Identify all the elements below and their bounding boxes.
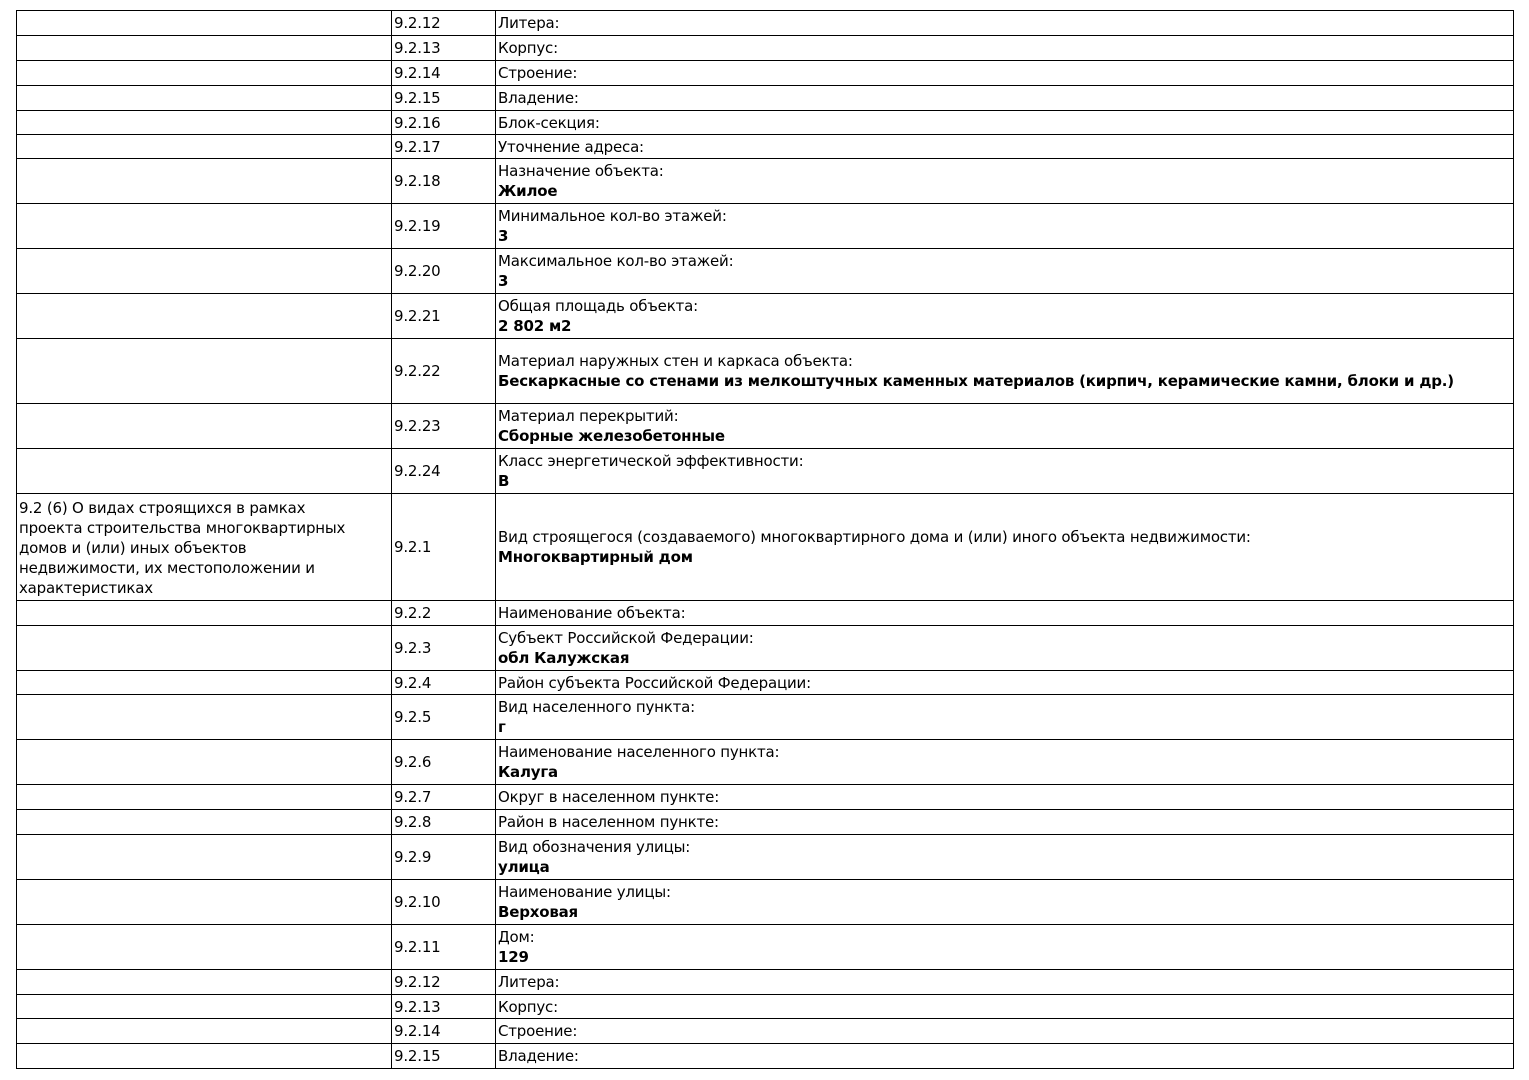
- item-content: [496, 1019, 1514, 1044]
- item-content: [496, 294, 1514, 339]
- item-content: [496, 339, 1514, 404]
- table-row: [17, 86, 1514, 111]
- table-row: [17, 11, 1514, 36]
- item-label: Строение:: [498, 1022, 578, 1040]
- item-label: Максимальное кол-во этажей:: [498, 252, 734, 270]
- item-value: Многоквартирный дом: [498, 548, 693, 566]
- item-value: Жилое: [498, 182, 558, 200]
- item-number: 9.2.8: [392, 810, 496, 835]
- item-number: 9.2.19: [392, 204, 496, 249]
- section-cell: [17, 835, 392, 880]
- item-content: [496, 36, 1514, 61]
- section-cell: [17, 159, 392, 204]
- item-label: Минимальное кол-во этажей:: [498, 207, 727, 225]
- table-row: [17, 880, 1514, 925]
- item-label: Литера:: [498, 973, 560, 991]
- item-label: Вид строящегося (создаваемого) многоквартирного дома и (или) иного объекта недвижимости:: [498, 528, 1251, 546]
- item-content: [496, 671, 1514, 695]
- item-number: 9.2.23: [392, 404, 496, 449]
- item-value: 129: [498, 948, 529, 966]
- section-title-line: 9.2 (6) О видах строящихся в рамках: [19, 499, 306, 517]
- item-label: Материал перекрытий:: [498, 407, 679, 425]
- section-cell: [17, 36, 392, 61]
- section-cell: [17, 404, 392, 449]
- item-label: Материал наружных стен и каркаса объекта:: [498, 352, 853, 370]
- item-number: 9.2.12: [392, 11, 496, 36]
- section-cell: [17, 1044, 392, 1069]
- table-row: [17, 249, 1514, 294]
- item-value: 2 802 м2: [498, 317, 572, 335]
- item-label: Владение:: [498, 1047, 579, 1065]
- item-number: 9.2.3: [392, 626, 496, 671]
- item-number: 9.2.15: [392, 86, 496, 111]
- table-row: [17, 135, 1514, 159]
- item-number: 9.2.24: [392, 449, 496, 494]
- section-cell: [17, 204, 392, 249]
- item-value: 3: [498, 272, 509, 290]
- item-number: 9.2.1: [392, 494, 496, 601]
- section-cell: [17, 449, 392, 494]
- section-cell: [17, 810, 392, 835]
- table-row: [17, 111, 1514, 135]
- item-number: 9.2.12: [392, 970, 496, 995]
- table-row: [17, 740, 1514, 785]
- table-row: [17, 995, 1514, 1019]
- item-label: Уточнение адреса:: [498, 137, 644, 156]
- item-label: Наименование улицы:: [498, 883, 671, 901]
- item-label: Район в населенном пункте:: [498, 813, 719, 831]
- item-value: Бескаркасные со стенами из мелкоштучных каменных материалов (кирпич, керамические камни, блоки и др.): [498, 372, 1454, 390]
- section-cell: [17, 601, 392, 626]
- item-label: Район субъекта Российской Федерации:: [498, 673, 811, 692]
- item-content: [496, 61, 1514, 86]
- item-number: 9.2.10: [392, 880, 496, 925]
- section-title-line: домов и (или) иных объектов: [19, 539, 247, 557]
- item-value: г: [498, 718, 506, 736]
- section-cell: [17, 111, 392, 135]
- item-content: [496, 740, 1514, 785]
- item-content: [496, 449, 1514, 494]
- item-content: [496, 159, 1514, 204]
- item-content: [496, 249, 1514, 294]
- item-number: 9.2.2: [392, 601, 496, 626]
- section-cell: [17, 249, 392, 294]
- section-cell: [17, 785, 392, 810]
- item-content: [496, 404, 1514, 449]
- section-cell: [17, 626, 392, 671]
- section-title-line: недвижимости, их местоположении и: [19, 559, 315, 577]
- item-label: Блок-секция:: [498, 113, 600, 132]
- item-label: Назначение объекта:: [498, 162, 664, 180]
- item-content: [496, 925, 1514, 970]
- item-number: 9.2.5: [392, 695, 496, 740]
- item-content: [496, 135, 1514, 159]
- item-number: 9.2.16: [392, 111, 496, 135]
- item-label: Строение:: [498, 64, 578, 82]
- item-content: [496, 111, 1514, 135]
- item-content: [496, 494, 1514, 601]
- table-row: [17, 970, 1514, 995]
- item-label: Вид населенного пункта:: [498, 698, 696, 716]
- section-cell: [17, 995, 392, 1019]
- item-label: Наименование объекта:: [498, 604, 686, 622]
- section-cell: [17, 671, 392, 695]
- table-row: [17, 695, 1514, 740]
- item-label: Округ в населенном пункте:: [498, 788, 720, 806]
- table-row: [17, 204, 1514, 249]
- item-number: 9.2.15: [392, 1044, 496, 1069]
- item-label: Владение:: [498, 89, 579, 107]
- item-content: [496, 785, 1514, 810]
- table-row: [17, 785, 1514, 810]
- section-cell: [17, 86, 392, 111]
- item-number: 9.2.20: [392, 249, 496, 294]
- item-content: [496, 626, 1514, 671]
- table-row: [17, 1044, 1514, 1069]
- table-row: [17, 601, 1514, 626]
- section-cell: [17, 135, 392, 159]
- item-content: [496, 601, 1514, 626]
- table-row: [17, 339, 1514, 404]
- section-cell: [17, 695, 392, 740]
- section-title-line: проекта строительства многоквартирных: [19, 519, 346, 537]
- table-row: [17, 671, 1514, 695]
- object-info-table: [16, 10, 1514, 1069]
- table-row: [17, 159, 1514, 204]
- item-value: обл Калужская: [498, 649, 630, 667]
- section-cell: [17, 11, 392, 36]
- item-content: [496, 810, 1514, 835]
- item-number: 9.2.14: [392, 1019, 496, 1044]
- item-number: 9.2.13: [392, 36, 496, 61]
- item-content: [496, 204, 1514, 249]
- section-cell: [17, 970, 392, 995]
- section-title-line: характеристиках: [19, 579, 153, 597]
- table-row: [17, 626, 1514, 671]
- item-value: Сборные железобетонные: [498, 427, 725, 445]
- item-content: [496, 11, 1514, 36]
- item-value: В: [498, 472, 510, 490]
- item-content: [496, 86, 1514, 111]
- section-cell: [17, 494, 392, 601]
- item-value: Верховая: [498, 903, 578, 921]
- item-number: 9.2.11: [392, 925, 496, 970]
- item-content: [496, 995, 1514, 1019]
- section-cell: [17, 740, 392, 785]
- item-label: Класс энергетической эффективности:: [498, 452, 804, 470]
- table-row: [17, 1019, 1514, 1044]
- item-content: [496, 1044, 1514, 1069]
- item-number: 9.2.6: [392, 740, 496, 785]
- table-row: [17, 449, 1514, 494]
- item-content: [496, 970, 1514, 995]
- table-row: [17, 294, 1514, 339]
- table-row: [17, 404, 1514, 449]
- item-value: Калуга: [498, 763, 558, 781]
- item-number: 9.2.13: [392, 995, 496, 1019]
- item-content: [496, 835, 1514, 880]
- item-number: 9.2.9: [392, 835, 496, 880]
- item-label: Наименование населенного пункта:: [498, 743, 780, 761]
- item-value: 3: [498, 227, 509, 245]
- item-label: Корпус:: [498, 997, 558, 1016]
- item-value: улица: [498, 858, 550, 876]
- table-row: [17, 494, 1514, 601]
- item-number: 9.2.14: [392, 61, 496, 86]
- item-label: Корпус:: [498, 39, 558, 57]
- item-number: 9.2.18: [392, 159, 496, 204]
- item-label: Литера:: [498, 14, 560, 32]
- section-cell: [17, 1019, 392, 1044]
- table-row: [17, 810, 1514, 835]
- item-number: 9.2.7: [392, 785, 496, 810]
- item-content: [496, 880, 1514, 925]
- section-cell: [17, 61, 392, 86]
- item-label: Дом:: [498, 928, 535, 946]
- table-row: [17, 925, 1514, 970]
- table-row: [17, 36, 1514, 61]
- item-number: 9.2.17: [392, 135, 496, 159]
- item-label: Вид обозначения улицы:: [498, 838, 691, 856]
- item-number: 9.2.4: [392, 671, 496, 695]
- item-content: [496, 695, 1514, 740]
- section-cell: [17, 880, 392, 925]
- item-number: 9.2.21: [392, 294, 496, 339]
- section-cell: [17, 294, 392, 339]
- item-label: Субъект Российской Федерации:: [498, 629, 754, 647]
- table-body: [17, 11, 1514, 1069]
- item-number: 9.2.22: [392, 339, 496, 404]
- section-cell: [17, 339, 392, 404]
- section-cell: [17, 925, 392, 970]
- table-row: [17, 835, 1514, 880]
- table-row: [17, 61, 1514, 86]
- item-label: Общая площадь объекта:: [498, 297, 698, 315]
